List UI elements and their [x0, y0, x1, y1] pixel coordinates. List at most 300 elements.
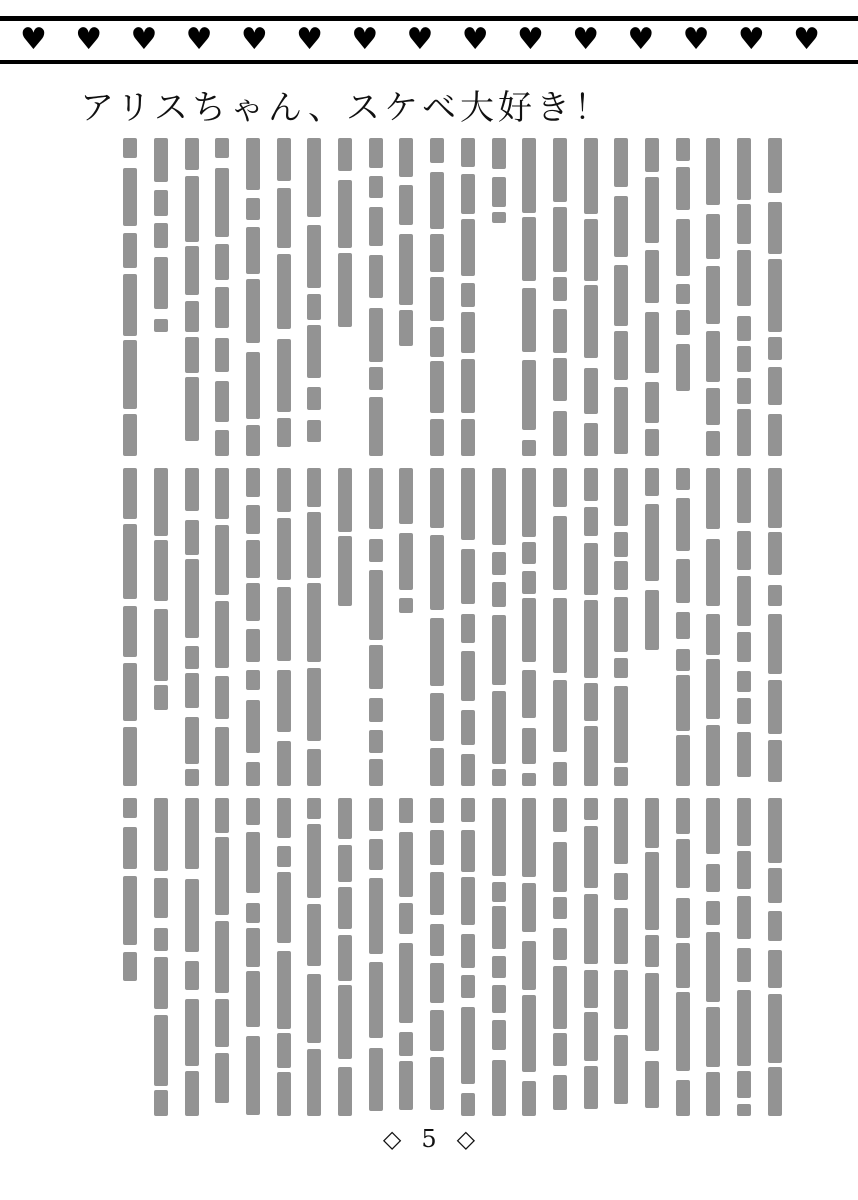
- text-line: [614, 138, 628, 187]
- text-line: [737, 409, 751, 456]
- text-line: [277, 518, 291, 580]
- text-line: [338, 138, 352, 171]
- heart-icon: ♥: [793, 22, 820, 57]
- heart-icon: ♥: [572, 22, 600, 57]
- text-line: [737, 896, 751, 939]
- text-line: [676, 344, 690, 391]
- text-line: [584, 894, 598, 964]
- text-line: [737, 378, 751, 404]
- heart-icon: ♥: [461, 22, 489, 57]
- text-line: [307, 387, 321, 410]
- text-line: [553, 358, 567, 401]
- text-line: [522, 941, 536, 991]
- heart-icon: ♥: [516, 22, 544, 57]
- text-line: [706, 266, 720, 323]
- text-line: [399, 798, 413, 823]
- text-line: [706, 331, 720, 382]
- text-line: [461, 934, 475, 969]
- text-line: [369, 798, 383, 831]
- text-line: [614, 767, 628, 786]
- text-line: [369, 308, 383, 361]
- text-line: [430, 361, 444, 413]
- text-line: [246, 798, 260, 825]
- diamond-ornament-right: ◇: [456, 1125, 476, 1153]
- text-line: [215, 1053, 229, 1103]
- text-line: [246, 583, 260, 621]
- text-line: [430, 1057, 444, 1110]
- text-line: [614, 532, 628, 557]
- text-line: [584, 970, 598, 1008]
- text-line: [737, 576, 751, 626]
- text-line: [215, 287, 229, 328]
- text-line: [430, 693, 444, 741]
- text-line: [215, 837, 229, 915]
- text-line: [430, 419, 444, 456]
- text-line: [522, 670, 536, 718]
- text-line: [522, 288, 536, 352]
- text-line: [277, 468, 291, 512]
- text-block-1: [115, 138, 790, 456]
- text-line: [737, 698, 751, 725]
- text-line: [185, 961, 199, 991]
- text-line: [553, 598, 567, 674]
- text-line: [215, 676, 229, 719]
- text-line: [154, 1090, 168, 1116]
- text-line: [706, 1007, 720, 1067]
- text-line: [737, 250, 751, 306]
- heart-icon: ♥: [737, 22, 765, 57]
- text-line: [645, 1061, 659, 1108]
- text-line: [737, 798, 751, 846]
- text-line: [461, 877, 475, 925]
- text-line: [369, 255, 383, 298]
- text-line: [185, 337, 199, 373]
- text-line: [645, 250, 659, 303]
- text-line: [737, 671, 751, 692]
- text-line: [737, 1104, 751, 1116]
- text-line: [246, 468, 260, 497]
- text-line: [307, 225, 321, 288]
- text-line: [584, 600, 598, 678]
- text-line: [614, 597, 628, 652]
- text-line: [369, 730, 383, 754]
- text-line: [215, 168, 229, 237]
- text-line: [307, 512, 321, 577]
- text-line: [584, 826, 598, 888]
- text-line: [185, 646, 199, 669]
- text-line: [737, 632, 751, 662]
- text-line: [768, 532, 782, 575]
- text-line: [768, 585, 782, 606]
- text-line: [154, 138, 168, 182]
- text-line: [246, 832, 260, 893]
- diamond-ornament-left: ◇: [382, 1125, 402, 1153]
- text-line: [430, 872, 444, 915]
- text-line: [430, 138, 444, 163]
- text-line: [553, 680, 567, 752]
- text-line: [307, 974, 321, 1043]
- text-line: [645, 590, 659, 649]
- text-line: [277, 846, 291, 866]
- text-line: [676, 649, 690, 671]
- text-line: [307, 420, 321, 442]
- text-line: [737, 990, 751, 1066]
- text-line: [399, 138, 413, 177]
- text-line: [185, 377, 199, 441]
- text-line: [553, 966, 567, 1029]
- text-line: [584, 138, 598, 214]
- text-line: [307, 325, 321, 378]
- text-line: [154, 957, 168, 1009]
- text-line: [553, 207, 567, 273]
- text-line: [584, 368, 598, 414]
- text-line: [676, 559, 690, 603]
- text-line: [461, 219, 475, 276]
- text-line: [614, 686, 628, 763]
- text-line: [676, 839, 690, 888]
- text-line: [768, 911, 782, 941]
- text-line: [492, 468, 506, 545]
- text-line: [307, 468, 321, 507]
- text-line: [706, 1072, 720, 1116]
- text-line: [614, 658, 628, 678]
- text-line: [430, 963, 444, 1003]
- text-line: [369, 176, 383, 198]
- text-line: [461, 312, 475, 353]
- text-line: [522, 1081, 536, 1116]
- text-line: [645, 973, 659, 1052]
- text-line: [399, 943, 413, 1023]
- text-line: [338, 887, 352, 929]
- text-line: [154, 257, 168, 309]
- text-line: [614, 331, 628, 380]
- text-line: [492, 956, 506, 978]
- text-line: [522, 571, 536, 594]
- text-line: [369, 397, 383, 456]
- text-line: [492, 691, 506, 764]
- text-line: [185, 520, 199, 555]
- text-line: [645, 468, 659, 496]
- text-line: [492, 882, 506, 902]
- text-line: [461, 419, 475, 456]
- text-line: [277, 254, 291, 330]
- text-line: [522, 773, 536, 786]
- text-line: [430, 327, 444, 356]
- text-line: [768, 740, 782, 782]
- text-line: [645, 138, 659, 172]
- text-line: [246, 629, 260, 662]
- text-line: [277, 670, 291, 732]
- text-line: [246, 352, 260, 419]
- text-line: [185, 798, 199, 869]
- text-line: [676, 1080, 690, 1116]
- text-line: [307, 824, 321, 898]
- text-line: [338, 536, 352, 606]
- heart-icon: ♥: [296, 22, 323, 57]
- text-line: [399, 185, 413, 225]
- text-line: [185, 138, 199, 170]
- text-line: [768, 259, 782, 332]
- text-line: [553, 762, 567, 786]
- text-line: [246, 903, 260, 924]
- text-line: [369, 207, 383, 245]
- text-line: [430, 535, 444, 610]
- text-line: [154, 685, 168, 710]
- text-line: [215, 381, 229, 423]
- text-line: [461, 651, 475, 701]
- text-line: [584, 285, 598, 358]
- heart-icon: ♥: [682, 22, 710, 57]
- text-line: [584, 543, 598, 595]
- text-line: [461, 174, 475, 214]
- text-line: [676, 468, 690, 490]
- text-line: [706, 214, 720, 259]
- text-line: [768, 868, 782, 903]
- text-line: [676, 735, 690, 786]
- text-line: [154, 223, 168, 248]
- text-line: [553, 798, 567, 832]
- heart-icon: ♥: [185, 22, 213, 57]
- heart-icon: ♥: [351, 22, 379, 57]
- text-line: [737, 138, 751, 200]
- text-line: [522, 542, 536, 564]
- text-line: [614, 1035, 628, 1104]
- text-line: [215, 921, 229, 993]
- text-line: [399, 468, 413, 524]
- heart-border: [20, 22, 820, 58]
- text-line: [492, 138, 506, 169]
- text-line: [246, 971, 260, 1026]
- text-line: [553, 138, 567, 202]
- text-line: [185, 246, 199, 295]
- text-line: [676, 310, 690, 335]
- text-line: [461, 798, 475, 822]
- text-line: [123, 414, 137, 456]
- text-line: [676, 992, 690, 1071]
- text-line: [461, 830, 475, 872]
- text-line: [706, 468, 720, 529]
- text-line: [246, 700, 260, 753]
- text-line: [584, 1012, 598, 1061]
- text-line: [461, 1093, 475, 1116]
- text-line: [215, 999, 229, 1046]
- text-line: [369, 138, 383, 168]
- text-line: [706, 659, 720, 719]
- text-line: [614, 873, 628, 900]
- text-line: [338, 253, 352, 327]
- text-line: [277, 188, 291, 249]
- text-line: [246, 670, 260, 690]
- text-line: [706, 864, 720, 893]
- text-line: [645, 852, 659, 930]
- text-line: [737, 346, 751, 371]
- text-line: [185, 1071, 199, 1116]
- text-line: [553, 928, 567, 960]
- top-rule: [0, 16, 858, 21]
- text-line: [154, 798, 168, 871]
- text-line: [768, 202, 782, 254]
- text-line: [154, 190, 168, 216]
- bottom-rule: [0, 60, 858, 64]
- text-line: [369, 698, 383, 723]
- text-line: [584, 798, 598, 820]
- text-line: [461, 549, 475, 604]
- text-line: [307, 583, 321, 662]
- text-line: [492, 212, 506, 224]
- text-line: [768, 680, 782, 733]
- text-line: [645, 798, 659, 848]
- text-line: [338, 468, 352, 532]
- text-line: [246, 762, 260, 786]
- text-line: [461, 1007, 475, 1083]
- text-line: [338, 985, 352, 1059]
- text-line: [399, 1032, 413, 1056]
- text-line: [369, 570, 383, 640]
- text-line: [737, 468, 751, 523]
- text-line: [461, 710, 475, 745]
- text-line: [185, 176, 199, 242]
- text-line: [737, 851, 751, 889]
- text-line: [614, 468, 628, 526]
- text-line: [338, 1067, 352, 1116]
- text-line: [522, 728, 536, 764]
- text-line: [768, 614, 782, 675]
- text-line: [369, 962, 383, 1038]
- text-line: [123, 727, 137, 786]
- text-line: [614, 387, 628, 455]
- text-line: [399, 1061, 413, 1110]
- text-line: [277, 587, 291, 661]
- text-line: [706, 901, 720, 926]
- text-line: [277, 138, 291, 181]
- text-line: [307, 798, 321, 819]
- text-line: [553, 842, 567, 892]
- text-line: [584, 726, 598, 786]
- text-line: [461, 754, 475, 786]
- text-line: [614, 561, 628, 590]
- text-line: [553, 1033, 567, 1066]
- text-line: [215, 468, 229, 519]
- text-line: [768, 367, 782, 405]
- text-line: [430, 1010, 444, 1051]
- text-line: [461, 138, 475, 167]
- text-line: [522, 798, 536, 877]
- text-line: [676, 898, 690, 938]
- text-line: [522, 138, 536, 213]
- text-line: [522, 995, 536, 1072]
- text-line: [277, 339, 291, 412]
- text-line: [430, 830, 444, 865]
- heart-icon: ♥: [75, 22, 103, 57]
- text-line: [522, 598, 536, 662]
- text-line: [492, 177, 506, 208]
- text-line: [277, 1033, 291, 1068]
- text-line: [492, 1060, 506, 1116]
- text-line: [307, 138, 321, 217]
- text-line: [430, 748, 444, 786]
- text-line: [123, 663, 137, 722]
- text-line: [154, 468, 168, 536]
- text-line: [768, 798, 782, 863]
- text-line: [369, 367, 383, 390]
- text-line: [584, 468, 598, 501]
- page-number: [0, 1125, 858, 1153]
- text-line: [399, 234, 413, 305]
- text-line: [185, 559, 199, 638]
- heart-icon: ♥: [130, 22, 158, 57]
- page-number-text: 5: [421, 1125, 437, 1153]
- text-block-2: [115, 468, 790, 786]
- text-line: [246, 198, 260, 220]
- text-line: [461, 468, 475, 540]
- text-line: [522, 468, 536, 537]
- text-line: [246, 540, 260, 578]
- text-line: [123, 798, 137, 818]
- text-line: [645, 504, 659, 582]
- text-line: [430, 234, 444, 272]
- text-line: [215, 525, 229, 595]
- text-line: [492, 906, 506, 948]
- text-line: [614, 798, 628, 864]
- text-line: [246, 928, 260, 967]
- text-line: [185, 717, 199, 764]
- text-line: [185, 999, 199, 1066]
- text-line: [246, 138, 260, 190]
- text-line: [706, 431, 720, 456]
- text-line: [706, 725, 720, 786]
- text-line: [553, 1075, 567, 1110]
- text-line: [706, 138, 720, 205]
- text-line: [123, 876, 137, 945]
- text-line: [154, 878, 168, 919]
- text-line: [246, 227, 260, 274]
- text-line: [584, 219, 598, 282]
- heart-icon: ♥: [627, 22, 655, 57]
- text-line: [369, 878, 383, 954]
- text-line: [123, 233, 137, 269]
- text-line: [185, 468, 199, 511]
- text-line: [123, 274, 137, 336]
- text-line: [492, 615, 506, 685]
- text-line: [522, 440, 536, 456]
- text-line: [369, 1048, 383, 1110]
- text-line: [154, 928, 168, 951]
- text-line: [154, 609, 168, 681]
- text-line: [768, 950, 782, 988]
- text-line: [522, 217, 536, 281]
- text-line: [737, 1071, 751, 1098]
- text-line: [123, 168, 137, 226]
- text-line: [461, 359, 475, 413]
- text-line: [676, 675, 690, 732]
- text-line: [123, 138, 137, 158]
- text-line: [215, 430, 229, 456]
- text-line: [706, 539, 720, 606]
- text-line: [277, 418, 291, 447]
- text-line: [277, 872, 291, 943]
- text-line: [584, 507, 598, 537]
- heart-icon: ♥: [240, 22, 268, 57]
- heart-icon: ♥: [406, 22, 434, 57]
- text-line: [706, 798, 720, 854]
- text-line: [215, 244, 229, 280]
- text-line: [614, 908, 628, 964]
- text-line: [614, 265, 628, 325]
- text-line: [399, 598, 413, 613]
- text-line: [430, 618, 444, 686]
- text-line: [215, 138, 229, 158]
- text-line: [307, 668, 321, 741]
